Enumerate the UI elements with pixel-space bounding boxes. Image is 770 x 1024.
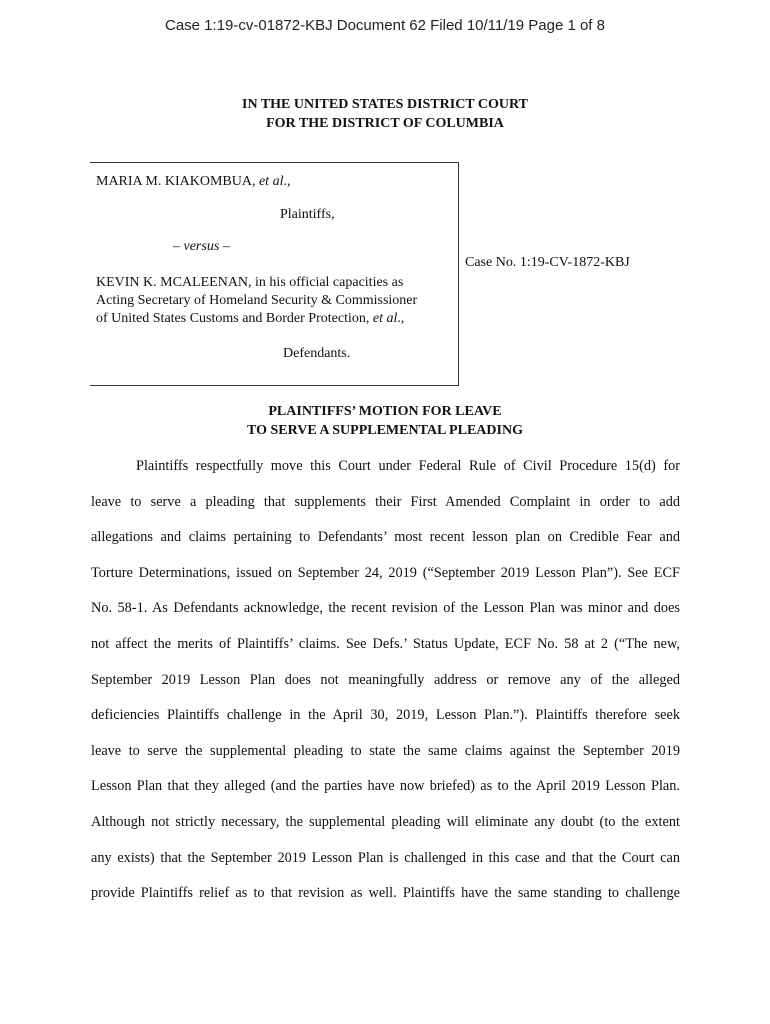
body-line-text: not affect the merits of Plaintiffs’ claims. See Defs.’ Status Update, ECF No. 58 at 2 (“The new, bbox=[91, 635, 680, 652]
versus-label bbox=[173, 239, 230, 255]
defendant-trail: ., bbox=[397, 311, 405, 326]
plaintiff-name bbox=[96, 174, 290, 190]
defendant-et-al: et al bbox=[372, 311, 398, 326]
versus-text: – versus – bbox=[173, 239, 230, 254]
defendant-line-3-text: of United States Customs and Border Protection, bbox=[96, 311, 370, 326]
plaintiffs-role: Plaintiffs, bbox=[280, 207, 335, 222]
motion-body bbox=[91, 455, 680, 918]
body-line bbox=[91, 562, 680, 598]
body-line-text: deficiencies Plaintiffs challenge in the April 30, 2019, Lesson Plan.”). Plaintiffs therefore seek bbox=[91, 707, 680, 724]
case-number: Case No. 1:19-CV-1872-KBJ bbox=[465, 255, 630, 270]
body-line-text: No. 58-1. As Defendants acknowledge, the recent revision of the Lesson Plan was minor and does bbox=[91, 600, 680, 617]
court-heading-line-1: IN THE UNITED STATES DISTRICT COURT bbox=[242, 97, 528, 112]
body-line-text: allegations and claims pertaining to Defendants’ most recent lesson plan on Credible Fear and bbox=[91, 529, 680, 546]
defendants-role: Defendants. bbox=[283, 346, 351, 361]
body-line-text: Lesson Plan that they alleged (and the parties have now briefed) as to the April 2019 Lesson Plan. bbox=[91, 778, 680, 795]
body-line bbox=[91, 811, 680, 847]
defendant-line-3 bbox=[96, 310, 456, 328]
body-line bbox=[91, 597, 680, 633]
plaintiff-et-al: et al bbox=[258, 174, 284, 189]
plaintiff-trail: ., bbox=[283, 174, 291, 189]
body-line bbox=[91, 775, 680, 811]
body-line-text: provide Plaintiffs relief as to that revision as well. Plaintiffs have the same standing to challenge bbox=[91, 885, 680, 902]
plaintiff-name-text: MARIA M. KIAKOMBUA, bbox=[96, 174, 256, 189]
motion-title-line-1: PLAINTIFFS’ MOTION FOR LEAVE bbox=[268, 404, 502, 419]
body-line bbox=[91, 669, 680, 705]
body-line bbox=[91, 491, 680, 527]
body-line-text: leave to serve a pleading that supplements their First Amended Complaint in order to add bbox=[91, 493, 680, 510]
body-line-text: any exists) that the September 2019 Lesson Plan is challenged in this case and that the Court can bbox=[91, 849, 680, 866]
defendant-name-block bbox=[96, 274, 456, 328]
defendant-line-2: Acting Secretary of Homeland Security & Commissioner bbox=[96, 293, 418, 308]
case-caption bbox=[90, 162, 459, 386]
body-line bbox=[91, 882, 680, 918]
ecf-header: Case 1:19-cv-01872-KBJ Document 62 Filed 10/11/19 Page 1 of 8 bbox=[165, 17, 605, 34]
body-line bbox=[91, 526, 680, 562]
body-line bbox=[91, 847, 680, 883]
court-heading-line-2: FOR THE DISTRICT OF COLUMBIA bbox=[266, 116, 504, 131]
body-line bbox=[91, 633, 680, 669]
body-line bbox=[91, 740, 680, 776]
body-line-text: Plaintiffs respectfully move this Court under Federal Rule of Civil Procedure 15(d) for bbox=[136, 458, 680, 474]
body-line-text: Although not strictly necessary, the supplemental pleading will eliminate any doubt (to the extent bbox=[91, 813, 680, 830]
body-line-text: September 2019 Lesson Plan does not meaningfully address or remove any of the alleged bbox=[91, 671, 680, 688]
court-heading bbox=[0, 95, 770, 133]
motion-title-line-2: TO SERVE A SUPPLEMENTAL PLEADING bbox=[247, 423, 523, 438]
body-line-text: leave to serve the supplemental pleading to state the same claims against the September 2019 bbox=[91, 742, 680, 759]
body-line-text: Torture Determinations, issued on September 24, 2019 (“September 2019 Lesson Plan”). See ECF bbox=[91, 564, 680, 581]
motion-title bbox=[0, 402, 770, 440]
defendant-line-1: KEVIN K. MCALEENAN, in his official capacities as bbox=[96, 275, 404, 290]
body-line bbox=[91, 704, 680, 740]
body-line bbox=[91, 455, 680, 491]
